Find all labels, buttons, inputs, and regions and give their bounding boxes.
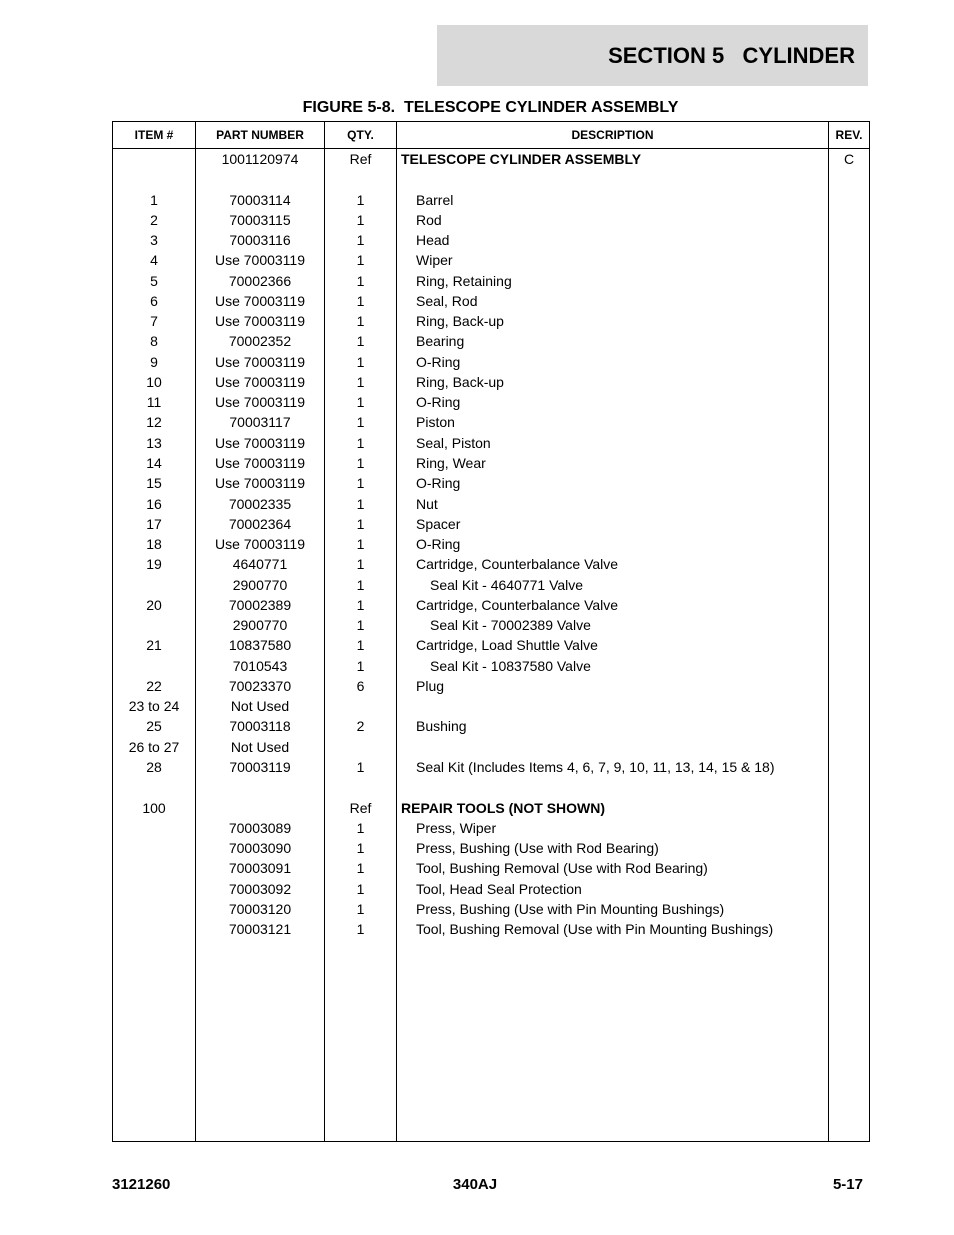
table-row [113, 716, 869, 736]
cell-description: Bearing [416, 333, 465, 350]
cell-part-number: 70003119 [229, 758, 291, 775]
table-row [113, 554, 869, 574]
cell-qty: Ref [349, 799, 372, 816]
cell-description: REPAIR TOOLS (NOT SHOWN) [401, 799, 606, 816]
cell-qty: 1 [356, 252, 365, 269]
cell-part-number: 70003116 [229, 232, 291, 249]
cell-qty: 1 [356, 576, 365, 593]
cell-qty: 1 [356, 313, 365, 330]
cell-part-number: 70003120 [228, 900, 292, 917]
cell-qty: 1 [356, 819, 365, 836]
table-row [113, 291, 869, 311]
table-row [113, 899, 869, 919]
table-row [113, 250, 869, 270]
cell-description: O-Ring [416, 353, 461, 370]
cell-description: Tool, Bushing Removal (Use with Pin Mounting Bushings) [416, 921, 774, 938]
table-row [113, 453, 869, 473]
table-row [113, 352, 869, 372]
cell-part-number: 70002389 [228, 596, 292, 613]
cell-description: Cartridge, Counterbalance Valve [416, 556, 619, 573]
cell-item: 100 [142, 799, 166, 816]
cell-part-number: 70003115 [229, 211, 291, 228]
footer-page-number: 5-17 [832, 1176, 863, 1193]
cell-part-number: 70003121 [228, 921, 292, 938]
col-header-part-number: PART NUMBER [216, 128, 304, 142]
cell-item: 6 [150, 292, 158, 309]
table-row [113, 372, 869, 392]
cell-description: O-Ring [416, 475, 461, 492]
cell-part-number: Not Used [230, 738, 290, 755]
cell-description: Tool, Bushing Removal (Use with Rod Bearing) [416, 860, 708, 877]
table-row [113, 595, 869, 615]
cell-description: Seal Kit - 70002389 Valve [430, 617, 591, 634]
table-row [113, 858, 869, 878]
cell-description: Wiper [416, 252, 453, 269]
cell-qty: 1 [356, 860, 365, 877]
table-row [113, 919, 869, 939]
cell-item: 3 [150, 232, 158, 249]
cell-qty: 1 [356, 536, 365, 553]
table-row [113, 190, 869, 210]
table-row [113, 210, 869, 230]
cell-item: 20 [146, 596, 162, 613]
cell-part-number: 4640771 [232, 556, 288, 573]
cell-qty: 1 [356, 292, 365, 309]
cell-part-number: 1001120974 [221, 151, 299, 167]
parts-table [112, 121, 870, 1142]
cell-qty: 1 [356, 758, 365, 775]
cell-description: Ring, Wear [416, 454, 486, 471]
cell-qty: 1 [356, 556, 365, 573]
cell-item: 16 [146, 495, 162, 512]
cell-item: 25 [146, 718, 162, 735]
footer-doc-number: 3121260 [112, 1176, 171, 1193]
cell-description: Bushing [416, 718, 467, 735]
table-row [113, 514, 869, 534]
cell-description: Head [416, 232, 450, 249]
cell-qty: 2 [356, 718, 365, 735]
cell-description: Ring, Retaining [416, 272, 512, 289]
section-header [437, 25, 868, 86]
cell-qty: 1 [356, 921, 365, 938]
cell-description: Ring, Back-up [416, 373, 504, 390]
table-row [113, 818, 869, 838]
cell-description: Piston [416, 414, 455, 431]
cell-part-number: 7010543 [232, 657, 288, 674]
cell-description: Plug [416, 677, 445, 694]
cell-item: 15 [146, 475, 162, 492]
cell-part-number: 70003117 [229, 414, 291, 431]
cell-qty: 6 [356, 677, 365, 694]
cell-item: 9 [150, 353, 158, 370]
cell-part-number: 70003089 [228, 819, 292, 836]
cell-part-number: 70002352 [228, 333, 292, 350]
footer-model: 340AJ [452, 1176, 498, 1193]
table-row [113, 798, 869, 818]
cell-description: Cartridge, Counterbalance Valve [416, 596, 619, 613]
cell-qty: 1 [356, 191, 365, 208]
table-row [113, 392, 869, 412]
cell-item: 22 [146, 677, 162, 694]
cell-description: Seal Kit - 4640771 Valve [430, 576, 584, 593]
cell-description: Seal Kit - 10837580 Valve [430, 657, 591, 674]
cell-qty: 1 [356, 495, 365, 512]
table-row [113, 757, 869, 777]
cell-qty: 1 [356, 637, 365, 654]
cell-part-number: Use 70003119 [214, 475, 306, 492]
table-row [113, 737, 869, 757]
cell-part-number: 2900770 [232, 617, 288, 634]
cell-part-number: Use 70003119 [214, 313, 306, 330]
cell-description: Ring, Back-up [416, 313, 504, 330]
table-body [113, 149, 869, 939]
cell-description: O-Ring [416, 536, 461, 553]
cell-item: 23 to 24 [128, 698, 180, 715]
cell-description: Seal Kit (Includes Items 4, 6, 7, 9, 10, 11, 13, 14, 15 & 18) [416, 758, 775, 775]
cell-description: Nut [416, 495, 438, 512]
cell-qty: 1 [356, 596, 365, 613]
table-row [113, 838, 869, 858]
cell-description: TELESCOPE CYLINDER ASSEMBLY [401, 151, 642, 167]
cell-item: 11 [146, 394, 162, 411]
cell-item: 10 [146, 373, 162, 390]
cell-item: 13 [146, 434, 162, 451]
cell-item: 19 [146, 556, 162, 573]
cell-description: Press, Wiper [416, 819, 497, 836]
cell-item: 2 [150, 211, 158, 228]
section-title: SECTION 5 CYLINDER [608, 42, 855, 68]
cell-part-number: 70002366 [228, 272, 292, 289]
cell-item: 12 [146, 414, 162, 431]
table-row [113, 169, 869, 189]
table-row [113, 494, 869, 514]
cell-item: 5 [150, 272, 158, 289]
cell-part-number: 70023370 [228, 677, 292, 694]
figure-title: FIGURE 5-8. TELESCOPE CYLINDER ASSEMBLY [302, 99, 679, 116]
cell-qty: 1 [356, 373, 365, 390]
table-row [113, 696, 869, 716]
cell-description: Press, Bushing (Use with Pin Mounting Bushings) [416, 900, 725, 917]
cell-description: Tool, Head Seal Protection [416, 880, 582, 897]
cell-description: Press, Bushing (Use with Rod Bearing) [416, 840, 659, 857]
cell-part-number: 70003090 [228, 840, 292, 857]
cell-description: Spacer [416, 515, 461, 532]
table-row [113, 534, 869, 554]
cell-part-number: Use 70003119 [214, 454, 306, 471]
cell-item: 14 [146, 454, 162, 471]
cell-item: 28 [146, 758, 162, 775]
cell-rev: C [843, 151, 855, 167]
cell-part-number: 70003091 [228, 860, 292, 877]
col-header-qty: QTY. [347, 128, 374, 142]
col-header-item: ITEM # [134, 128, 174, 142]
cell-qty: 1 [356, 211, 365, 228]
cell-item: 7 [150, 313, 158, 330]
cell-qty: 1 [356, 414, 365, 431]
table-row [113, 149, 869, 169]
table-row [113, 575, 869, 595]
cell-part-number: Use 70003119 [214, 434, 306, 451]
table-row [113, 879, 869, 899]
cell-description: O-Ring [416, 394, 461, 411]
table-row [113, 311, 869, 331]
cell-item: 8 [150, 333, 158, 350]
cell-description: Seal, Rod [416, 292, 478, 309]
cell-part-number: 70003118 [229, 718, 291, 735]
col-header-rev: REV. [835, 128, 863, 142]
cell-part-number: 10837580 [228, 637, 292, 654]
cell-qty: 1 [356, 900, 365, 917]
cell-item: 17 [146, 515, 162, 532]
cell-qty: 1 [356, 475, 365, 492]
cell-part-number: Use 70003119 [214, 536, 306, 553]
cell-qty: 1 [356, 454, 365, 471]
cell-qty: 1 [356, 840, 365, 857]
cell-qty: 1 [356, 515, 365, 532]
cell-qty: 1 [356, 434, 365, 451]
table-row [113, 473, 869, 493]
cell-qty: 1 [356, 394, 365, 411]
cell-description: Cartridge, Load Shuttle Valve [416, 637, 598, 654]
cell-qty: 1 [356, 880, 365, 897]
table-row [113, 433, 869, 453]
cell-qty: 1 [356, 272, 365, 289]
cell-part-number: 70003092 [228, 880, 292, 897]
cell-item: 4 [150, 252, 158, 269]
cell-part-number: 2900770 [232, 576, 288, 593]
table-row [113, 331, 869, 351]
cell-part-number: Use 70003119 [214, 252, 306, 269]
cell-item: 18 [146, 536, 162, 553]
cell-part-number: Use 70003119 [214, 373, 306, 390]
table-row [113, 412, 869, 432]
table-row [113, 656, 869, 676]
cell-description: Rod [416, 211, 442, 228]
cell-item: 21 [146, 637, 162, 654]
cell-description: Barrel [416, 191, 454, 208]
cell-qty: 1 [356, 353, 365, 370]
cell-description: Seal, Piston [416, 434, 491, 451]
table-row [113, 271, 869, 291]
table-row [113, 676, 869, 696]
table-row [113, 777, 869, 797]
table-row [113, 615, 869, 635]
table-row [113, 635, 869, 655]
table-row [113, 230, 869, 250]
cell-qty: Ref [349, 151, 372, 167]
cell-item: 1 [150, 191, 158, 208]
cell-part-number: 70002335 [228, 495, 292, 512]
cell-qty: 1 [356, 232, 365, 249]
cell-part-number: 70003114 [229, 191, 291, 208]
cell-item: 26 to 27 [128, 738, 180, 755]
cell-qty: 1 [356, 333, 365, 350]
cell-part-number: Use 70003119 [214, 353, 306, 370]
cell-part-number: Not Used [230, 698, 290, 715]
cell-part-number: 70002364 [228, 515, 292, 532]
cell-qty: 1 [356, 657, 365, 674]
cell-part-number: Use 70003119 [214, 292, 306, 309]
col-header-description: DESCRIPTION [571, 128, 654, 142]
cell-part-number: Use 70003119 [214, 394, 306, 411]
cell-qty: 1 [356, 617, 365, 634]
